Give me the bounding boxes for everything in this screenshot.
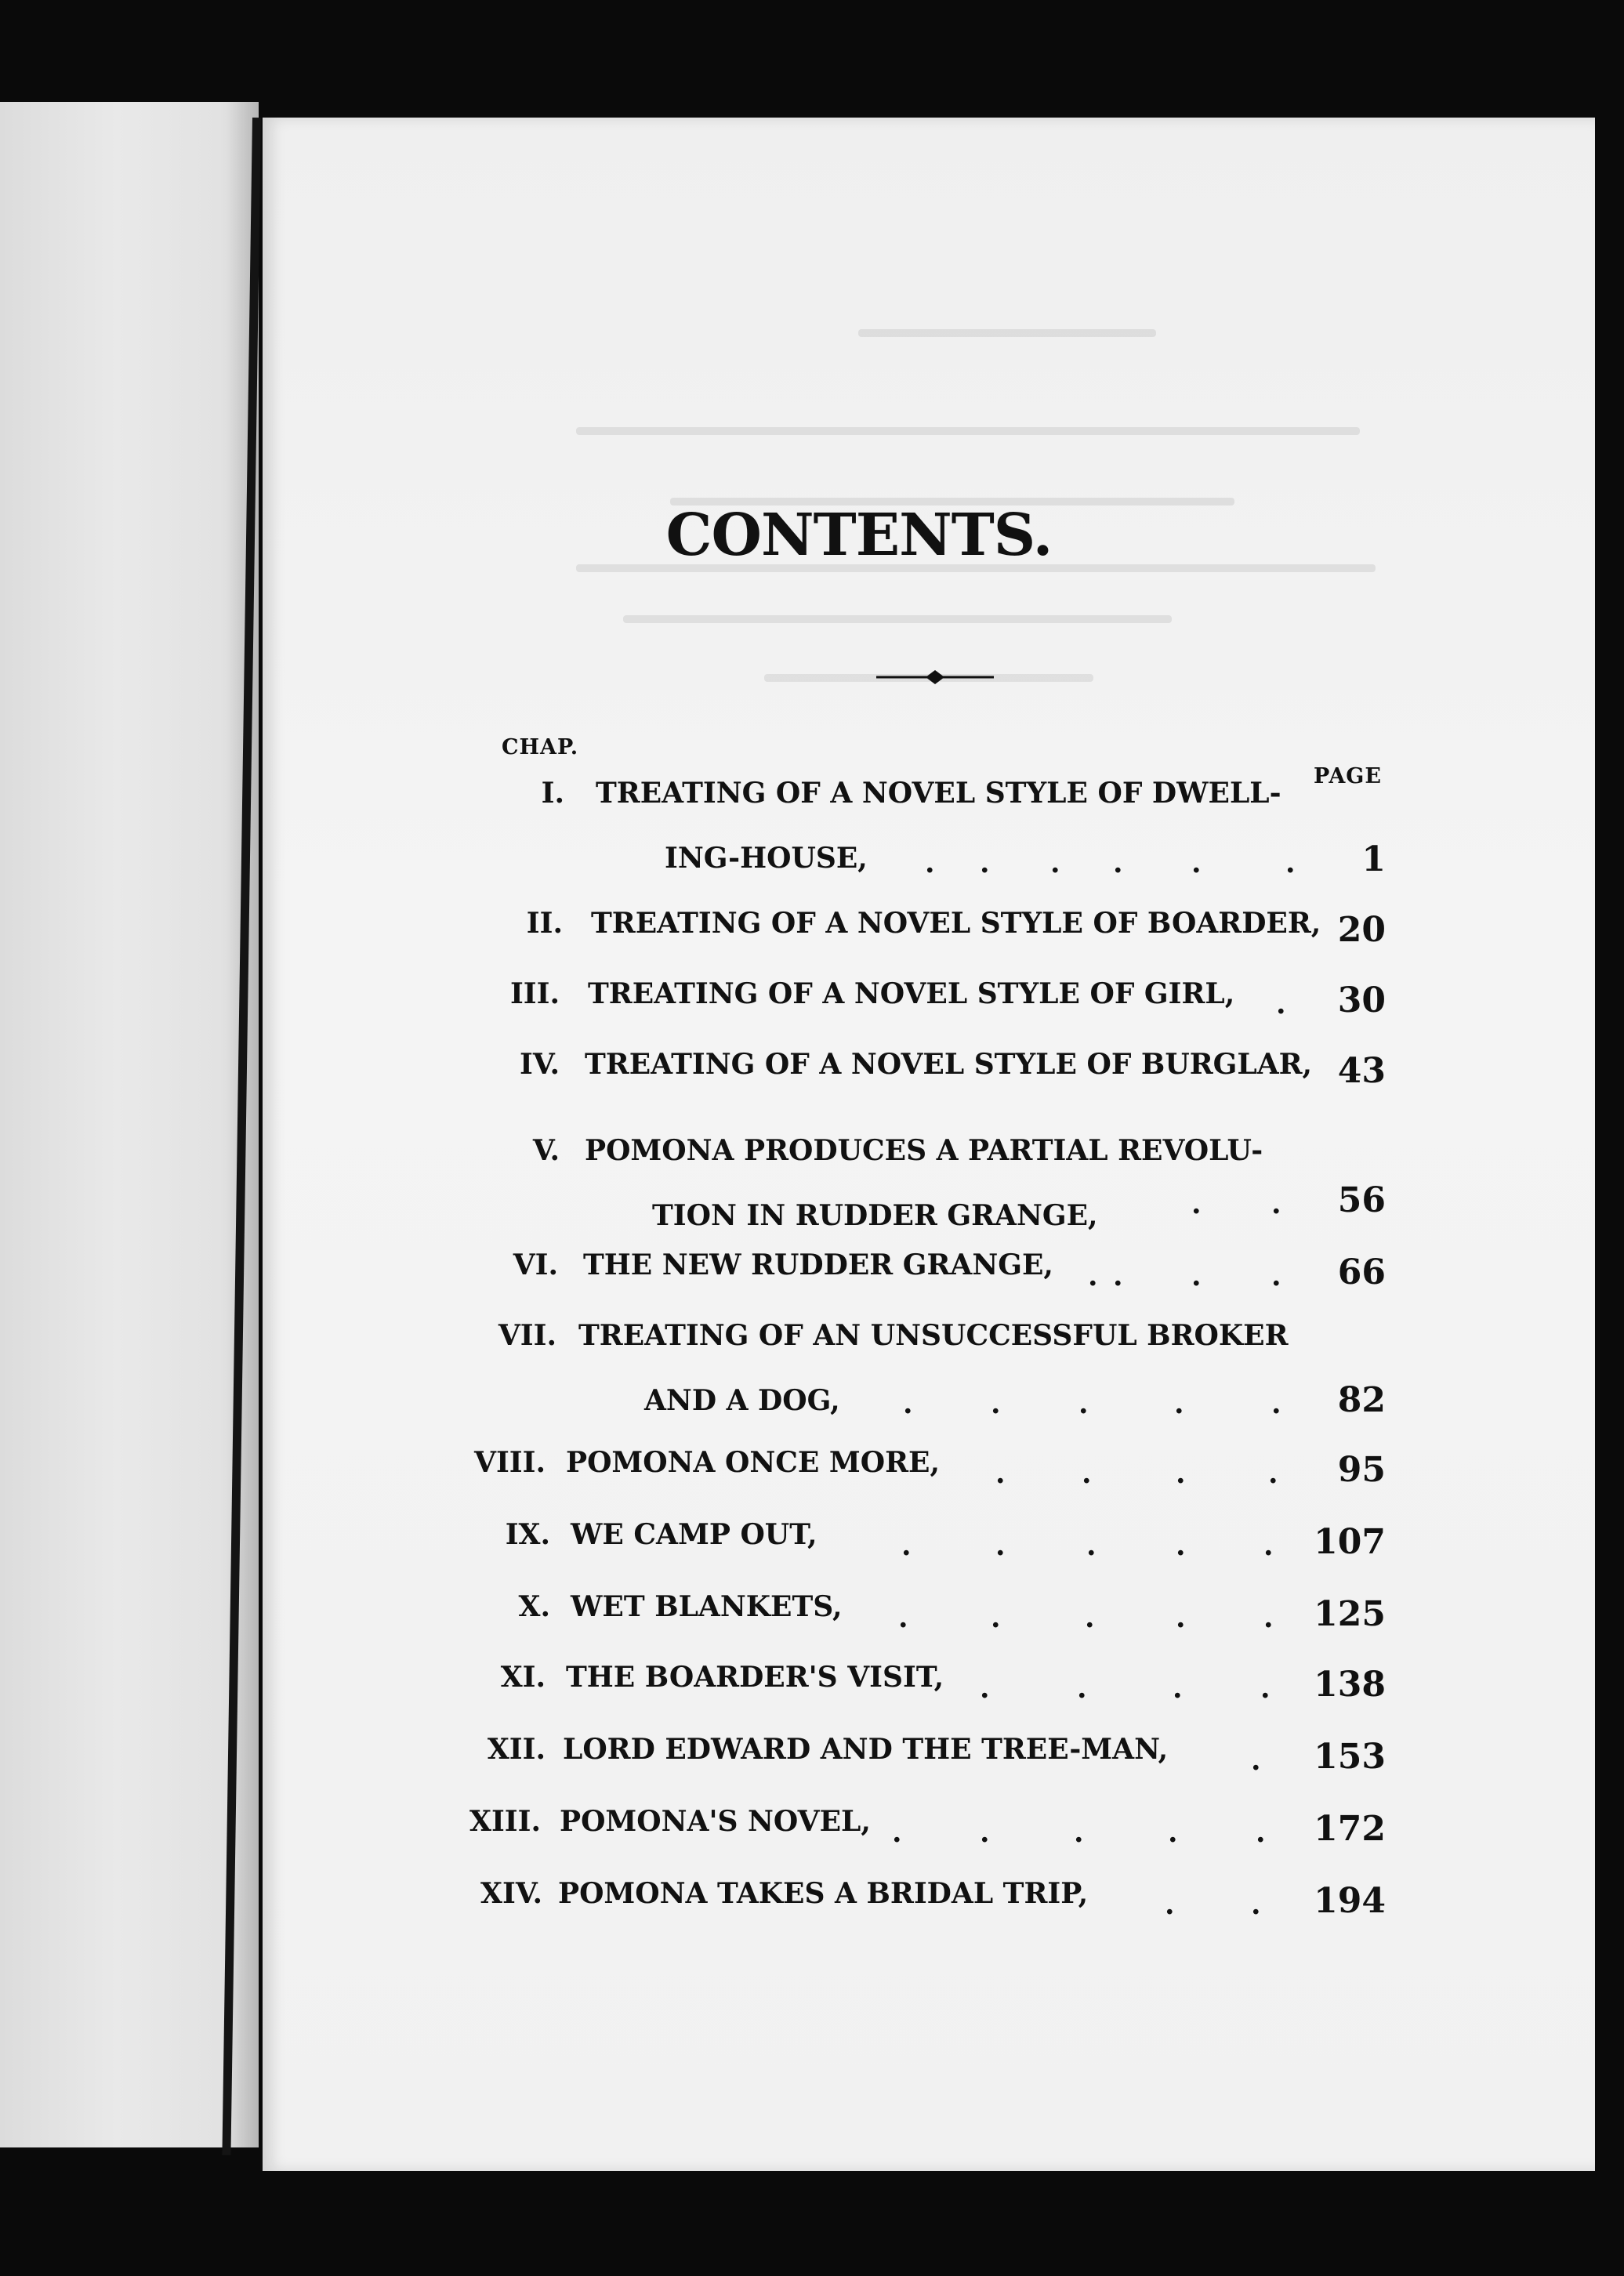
page-number: 194	[1314, 1881, 1386, 1921]
leader-dot: .	[1113, 846, 1123, 879]
leader-dot: .	[1271, 1387, 1281, 1420]
chapter-title: WE CAMP OUT,	[571, 1518, 817, 1551]
leader-dot: .	[1085, 1601, 1095, 1634]
chapter-number: II.	[526, 907, 563, 940]
leader-dot: .	[1077, 1672, 1087, 1705]
page-number: 82	[1337, 1380, 1386, 1420]
leader-dot: .	[1191, 846, 1202, 879]
chapter-number: V.	[532, 1134, 560, 1167]
chapter-number: XIV.	[480, 1877, 542, 1910]
chapter-title: POMONA PRODUCES A PARTIAL REVOLU-	[585, 1134, 1263, 1167]
leader-dot: .	[1256, 1816, 1266, 1849]
chapter-number: IV.	[519, 1048, 560, 1081]
leader-dot: .	[1263, 1529, 1274, 1562]
leader-dot: .	[991, 1387, 1001, 1420]
page-number: 138	[1314, 1665, 1386, 1705]
chapter-title-continued: ING-HOUSE,	[665, 842, 868, 875]
leader-dot: .	[1074, 1816, 1084, 1849]
show-through-mark	[576, 427, 1360, 435]
chapter-title: TREATING OF A NOVEL STYLE OF BOARDER,	[591, 907, 1321, 940]
chapter-number: VI.	[513, 1249, 558, 1281]
leader-dot: .	[1268, 1457, 1278, 1490]
leader-dot: .	[980, 846, 990, 879]
leader-dot: .	[980, 1672, 990, 1705]
leader-dot: .	[1113, 1259, 1123, 1292]
chapter-number: VIII.	[474, 1446, 546, 1479]
page-number: 30	[1337, 980, 1386, 1020]
page-number: 107	[1314, 1522, 1386, 1562]
leader-dot: .	[1191, 1259, 1202, 1292]
leader-dot: .	[892, 1816, 902, 1849]
leader-dot: .	[980, 1816, 990, 1849]
leader-dot: .	[995, 1457, 1006, 1490]
page-number: 43	[1337, 1051, 1386, 1091]
chapter-title: POMONA ONCE MORE,	[566, 1446, 940, 1479]
leader-dot: .	[991, 1601, 1001, 1634]
chapter-title: THE BOARDER'S VISIT,	[566, 1661, 944, 1694]
page-number: 125	[1314, 1594, 1386, 1634]
chapter-title: THE NEW RUDDER GRANGE,	[583, 1249, 1053, 1281]
chapter-number: XIII.	[469, 1805, 541, 1838]
chapter-number: X.	[518, 1590, 550, 1623]
chapter-title: TREATING OF A NOVEL STYLE OF GIRL,	[588, 977, 1235, 1010]
leader-dot: .	[995, 1529, 1006, 1562]
leader-dot: .	[1050, 846, 1060, 879]
chapter-number: XI.	[500, 1661, 546, 1694]
leader-dot: .	[1088, 1259, 1098, 1292]
chapter-title: POMONA TAKES A BRIDAL TRIP,	[558, 1877, 1089, 1910]
leader-dot: .	[1276, 988, 1286, 1020]
leader-dot: .	[1174, 1387, 1184, 1420]
page-number: 56	[1337, 1180, 1386, 1220]
leader-dot: .	[1191, 1187, 1202, 1220]
page-number: 66	[1337, 1252, 1386, 1292]
show-through-mark	[858, 329, 1156, 337]
page-number: 1	[1361, 839, 1386, 879]
diamond-rule-ornament	[876, 668, 994, 687]
leader-dot: .	[1086, 1529, 1097, 1562]
leader-dot: .	[1251, 1744, 1261, 1777]
chapter-title: TREATING OF AN UNSUCCESSFUL BROKER	[578, 1319, 1289, 1352]
page-number: 153	[1314, 1737, 1386, 1777]
leader-dot: .	[1176, 1601, 1186, 1634]
chapter-number: VII.	[498, 1319, 556, 1352]
show-through-mark	[623, 615, 1172, 623]
leader-dot: .	[1082, 1457, 1092, 1490]
chapter-number: I.	[541, 777, 564, 810]
leader-dot: .	[1168, 1816, 1178, 1849]
chapter-title: WET BLANKETS,	[571, 1590, 843, 1623]
page-number: 172	[1314, 1809, 1386, 1849]
leader-dot: .	[898, 1601, 908, 1634]
leader-dot: .	[1176, 1457, 1186, 1490]
leader-dot: .	[1165, 1888, 1175, 1921]
chapter-title: TREATING OF A NOVEL STYLE OF BURGLAR,	[585, 1048, 1313, 1081]
leader-dot: .	[1263, 1601, 1274, 1634]
leader-dot: .	[1176, 1529, 1186, 1562]
chapter-number: XII.	[487, 1733, 546, 1766]
leader-dot: .	[901, 1529, 912, 1562]
leader-dot: .	[903, 1387, 913, 1420]
page-number: 95	[1337, 1450, 1386, 1490]
page-number: 20	[1337, 910, 1386, 950]
chapter-title: TREATING OF A NOVEL STYLE OF DWELL-	[596, 777, 1281, 810]
page-column-heading: PAGE	[1314, 764, 1382, 788]
chapter-title-continued: AND A DOG,	[644, 1384, 840, 1417]
leader-dot: .	[1173, 1672, 1183, 1705]
leader-dot: .	[1260, 1672, 1271, 1705]
leader-dot: .	[1285, 846, 1296, 879]
chapter-title: POMONA'S NOVEL,	[560, 1805, 871, 1838]
chapter-title-continued: TION IN RUDDER GRANGE,	[652, 1199, 1098, 1232]
leader-dot: .	[1078, 1387, 1089, 1420]
leader-dot: .	[1251, 1888, 1261, 1921]
page-title: CONTENTS.	[665, 502, 1053, 569]
leader-dot: .	[1271, 1259, 1281, 1292]
chapter-column-heading: CHAP.	[502, 735, 579, 759]
chapter-number: IX.	[505, 1518, 550, 1551]
leader-dot: .	[925, 846, 935, 879]
chapter-title: LORD EDWARD AND THE TREE-MAN,	[563, 1733, 1169, 1766]
leader-dot: .	[1271, 1187, 1281, 1220]
left-facing-page	[0, 102, 259, 2147]
chapter-number: III.	[509, 977, 560, 1010]
